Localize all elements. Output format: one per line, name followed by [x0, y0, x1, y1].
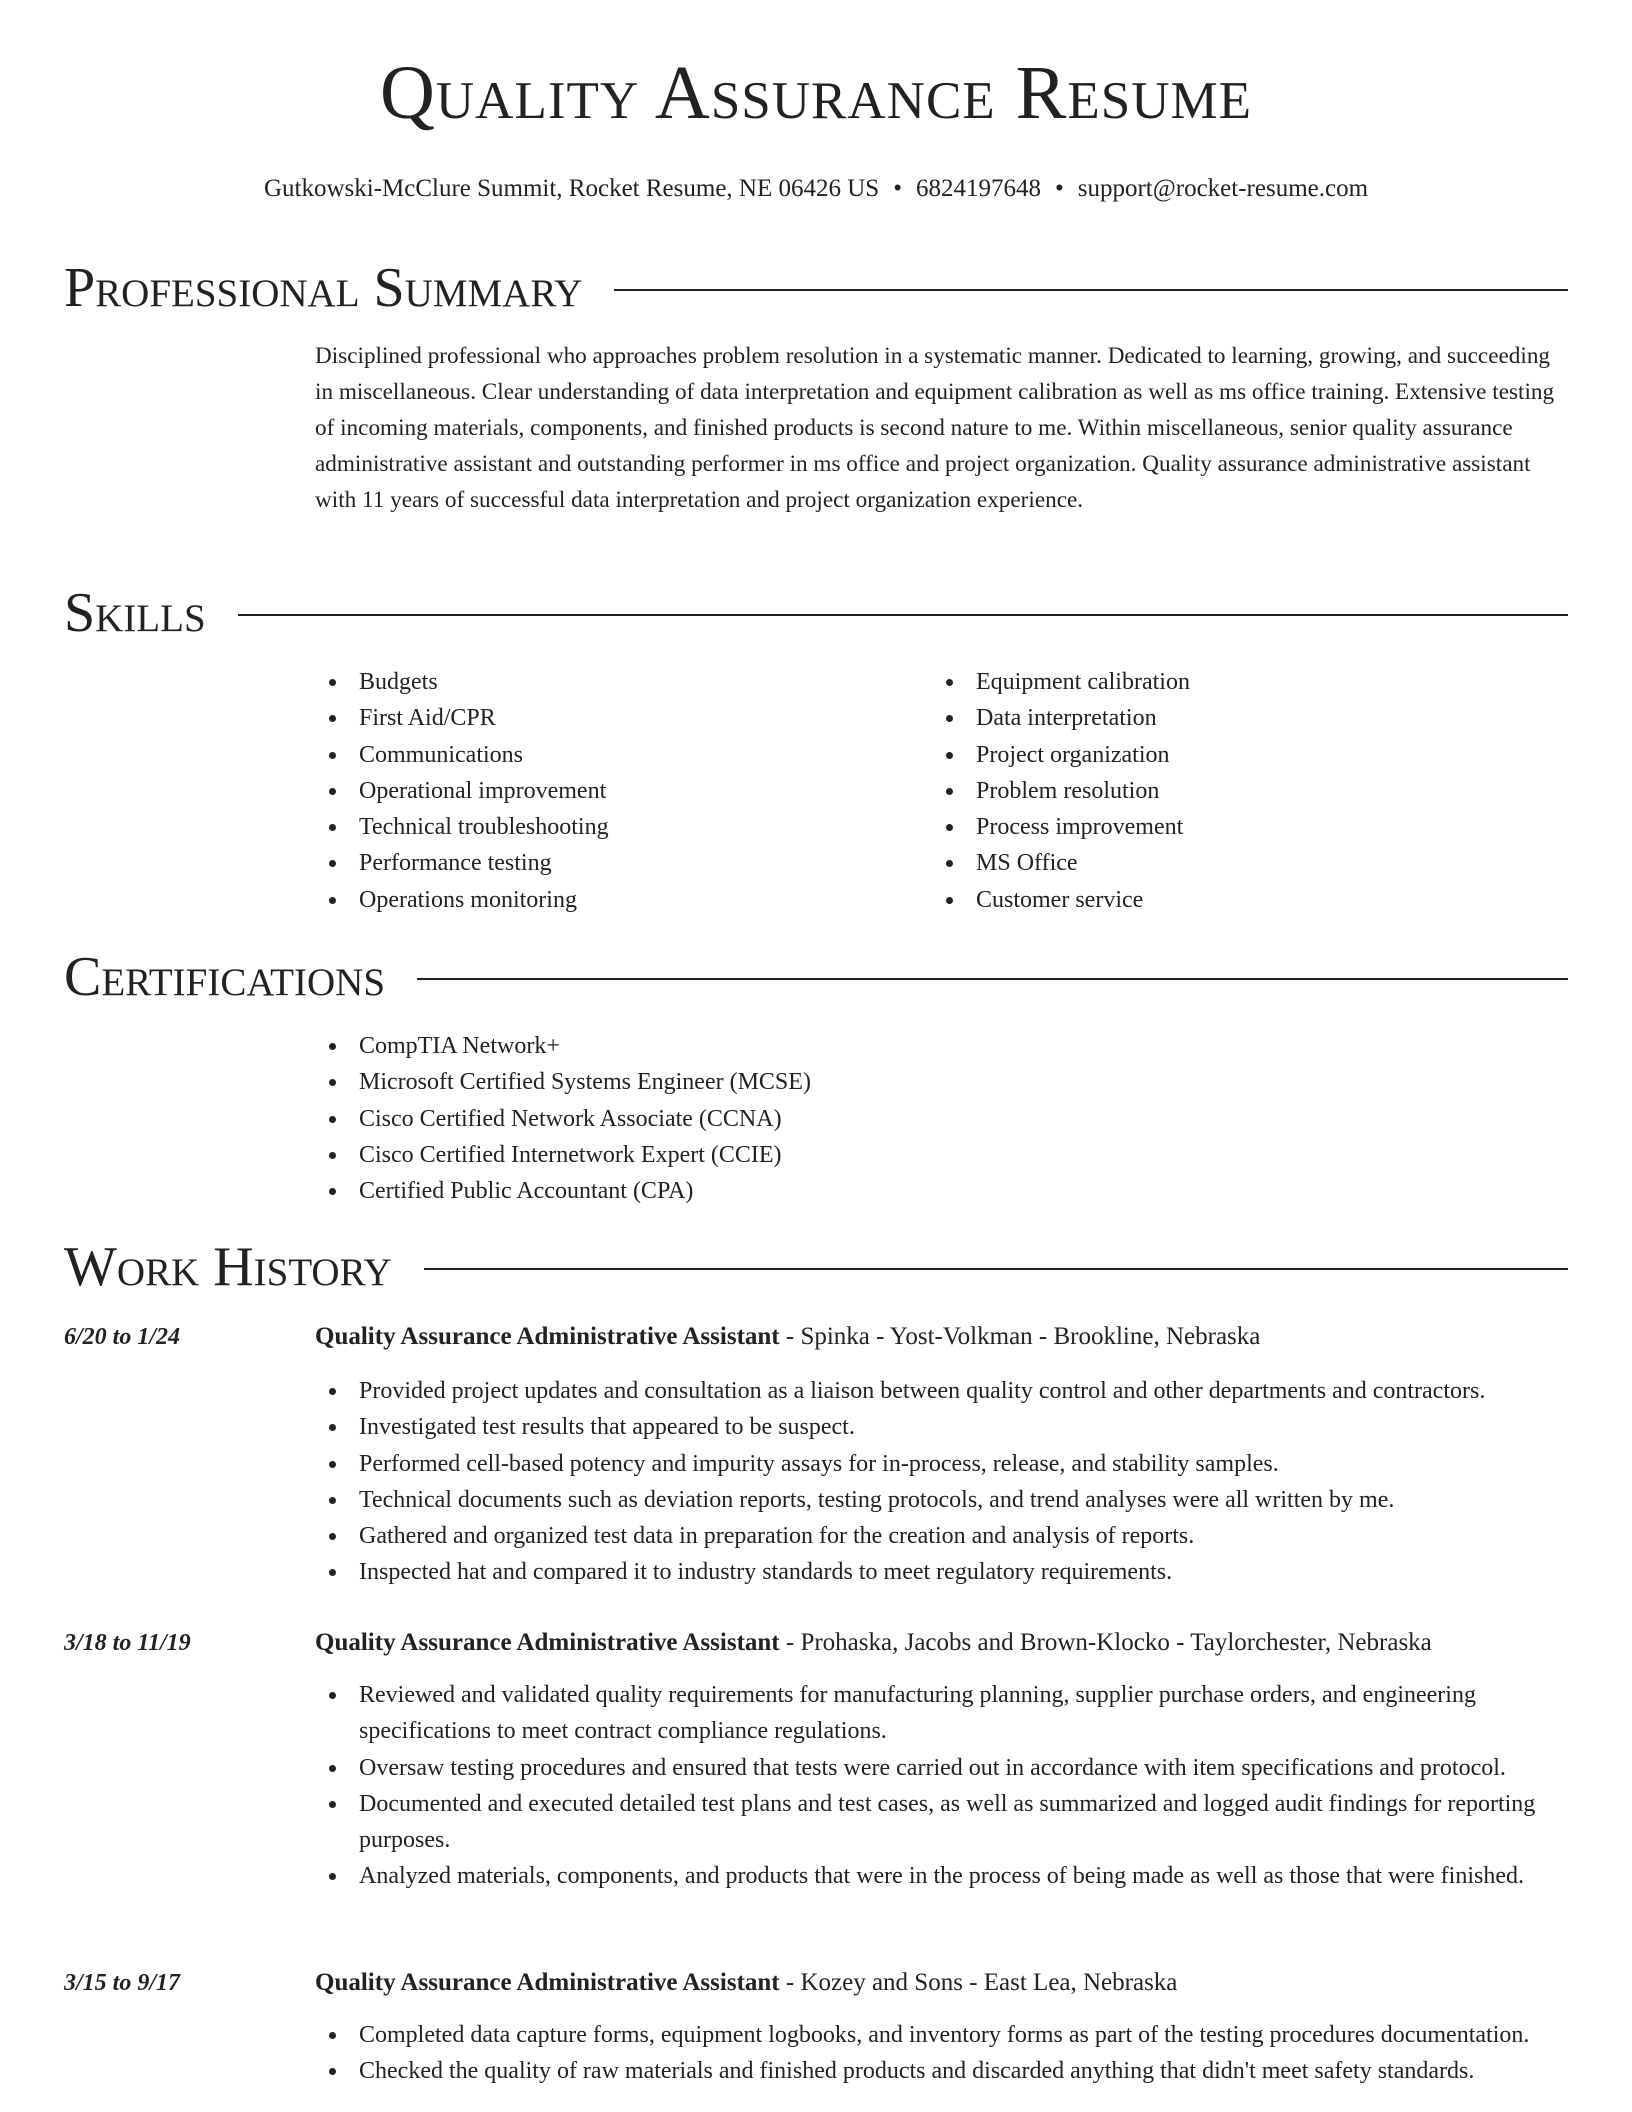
skill-item: Equipment calibration — [932, 664, 1190, 700]
section-header-summary — [64, 253, 1568, 323]
job-bullet: Checked the quality of raw materials and finished products and discarded anything that didn't meet safety standards. — [315, 2053, 1592, 2089]
contact-email: support@rocket-resume.com — [1077, 175, 1369, 202]
job-heading — [315, 1625, 1592, 1661]
certification-item: Certified Public Accountant (CPA) — [315, 1173, 811, 1209]
page-title: Quality Assurance Resume — [380, 51, 1252, 135]
job-bullet: Completed data capture forms, equipment logbooks, and inventory forms as part of the testing procedures documentation. — [315, 2017, 1592, 2053]
section-header-work-history — [64, 1232, 1568, 1302]
job-bullet: Gathered and organized test data in preparation for the creation and analysis of reports. — [315, 1518, 1592, 1554]
job-heading — [315, 1319, 1592, 1355]
separator-dot: • — [893, 175, 902, 202]
job-bullet: Investigated test results that appeared to be suspect. — [315, 1409, 1592, 1445]
job-bullet: Inspected hat and compared it to industry standards to meet regulatory requirements. — [315, 1554, 1592, 1590]
job-employer: - Kozey and Sons - East Lea, Nebraska — [779, 1969, 1178, 1996]
contact-line — [0, 173, 1632, 206]
section-title-skills: Skills — [64, 582, 206, 644]
job-bullet: Reviewed and validated quality requirements for manufacturing planning, supplier purchase orders, and engineering specifications to meet contract compliance regulations. — [315, 1677, 1592, 1750]
certification-item: Cisco Certified Internetwork Expert (CCIE) — [315, 1137, 811, 1173]
skill-item: First Aid/CPR — [315, 700, 609, 736]
job-bullet: Performed cell-based potency and impurity assays for in-process, release, and stability samples. — [315, 1446, 1592, 1482]
job-employer: - Prohaska, Jacobs and Brown-Klocko - Taylorchester, Nebraska — [779, 1629, 1432, 1656]
section-title-certifications: Certifications — [64, 946, 386, 1008]
job-bullets — [315, 2017, 1592, 2090]
job-bullet: Technical documents such as deviation reports, testing protocols, and trend analyses were all written by me. — [315, 1482, 1592, 1518]
job-dates: 3/18 to 11/19 — [64, 1630, 191, 1656]
certifications-list — [315, 1028, 811, 1209]
skill-item: Operational improvement — [315, 773, 609, 809]
section-rule — [424, 1268, 1568, 1270]
section-header-skills — [64, 578, 1568, 648]
section-title-summary: Professional Summary — [64, 257, 583, 319]
job-bullet: Analyzed materials, components, and products that were in the process of being made as well as those that were finished. — [315, 1858, 1592, 1894]
job-bullet: Oversaw testing procedures and ensured that tests were carried out in accordance with item specifications and protocol. — [315, 1750, 1592, 1786]
contact-phone: 6824197648 — [915, 175, 1041, 202]
job-title: Quality Assurance Administrative Assistant — [315, 1323, 780, 1350]
job-heading — [315, 1965, 1592, 2001]
job-dates: 3/15 to 9/17 — [64, 1970, 181, 1996]
skill-item: Communications — [315, 737, 609, 773]
skill-item: Problem resolution — [932, 773, 1190, 809]
skill-item: Project organization — [932, 737, 1190, 773]
section-title-work-history: Work History — [64, 1236, 392, 1298]
certification-item: Cisco Certified Network Associate (CCNA) — [315, 1101, 811, 1137]
skills-list-left — [315, 664, 609, 918]
skill-item: Technical troubleshooting — [315, 809, 609, 845]
section-header-certifications — [64, 942, 1568, 1012]
skill-item: MS Office — [932, 845, 1190, 881]
section-rule — [238, 614, 1568, 616]
job-bullets — [315, 1373, 1592, 1591]
job-bullet: Provided project updates and consultation as a liaison between quality control and other departments and contractors. — [315, 1373, 1592, 1409]
summary-text: Disciplined professional who approaches problem resolution in a systematic manner. Dedicated to learning, growing, and succeeding in miscellaneous. Clear understanding of data interpretation and equipment calibration as well as ms office training. Extensive testing of incoming materials, components, and finished products is second nature to me. Within miscellaneous, senior quality assurance administrative assistant and outstanding performer in ms office and project organization. Quality assurance administrative assistant with 11 years of successful data interpretation and project organization experience. — [315, 343, 1555, 513]
skill-item: Data interpretation — [932, 700, 1190, 736]
skill-item: Customer service — [932, 882, 1190, 918]
contact-address: Gutkowski-McClure Summit, Rocket Resume, NE 06426 US — [263, 175, 880, 202]
job-title: Quality Assurance Administrative Assistant — [315, 1969, 780, 1996]
section-rule — [417, 978, 1568, 980]
skill-item: Budgets — [315, 664, 609, 700]
job-dates: 6/20 to 1/24 — [64, 1324, 181, 1350]
certification-item: CompTIA Network+ — [315, 1028, 811, 1064]
section-rule — [614, 289, 1568, 291]
skill-item: Process improvement — [932, 809, 1190, 845]
skill-item: Operations monitoring — [315, 882, 609, 918]
job-bullet: Documented and executed detailed test plans and test cases, as well as summarized and logged audit findings for reporting purposes. — [315, 1786, 1592, 1859]
job-bullets — [315, 1677, 1592, 1895]
job-title: Quality Assurance Administrative Assistant — [315, 1629, 780, 1656]
skill-item: Performance testing — [315, 845, 609, 881]
separator-dot: • — [1054, 175, 1064, 202]
certification-item: Microsoft Certified Systems Engineer (MCSE) — [315, 1064, 811, 1100]
skills-list-right — [932, 664, 1190, 918]
job-employer: - Spinka - Yost-Volkman - Brookline, Nebraska — [779, 1323, 1261, 1350]
